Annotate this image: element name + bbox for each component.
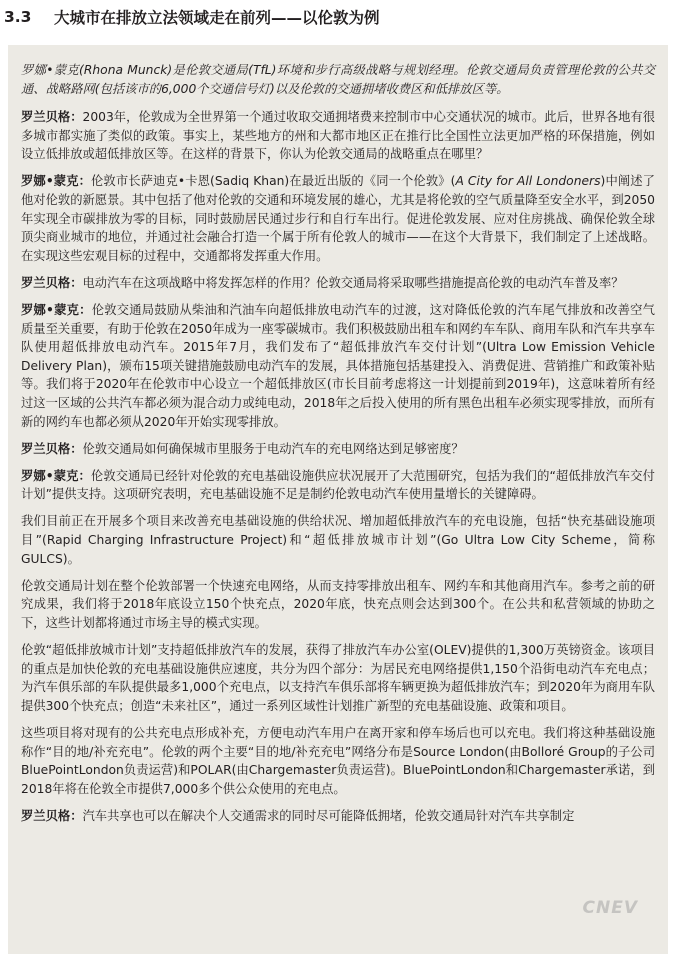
speaker-label: 罗娜•蒙克：: [21, 174, 92, 189]
section-number: 3.3: [4, 8, 32, 26]
paragraph-text: )中阐述了他对伦敦的新愿景。其中包括了他对伦敦的交通和环境发展的雄心，尤其是将伦敦的空气质量降至安全水平，到2050年实现全市碳排放为零的目标，同时鼓励居民通过步行和自行车出行。促进伦敦发展、应对住房挑战、确保伦敦全球顶尖商业城市的地位，并通过社会融合打造一个属于所有伦敦人的城市——在这个大背景下，我们制定了上述战略。在实现这些宏观目标的过程中，交通都将发挥重大作用。: [21, 174, 655, 263]
paragraph-text: 我们目前正在开展多个项目来改善充电基础设施的供给状况、增加超低排放汽车的充电设施，包括“快充基础设施项目”(Rapid Charging Infrastructure Project)和“超低排放城市计划”(Go Ultra Low City Scheme，简称GULCS)。: [21, 514, 655, 566]
paragraph: [21, 172, 655, 265]
paragraph-text: 伦敦交通局鼓励从柴油和汽油车向超低排放电动汽车的过渡，这对降低伦敦的汽车尾气排放和改善空气质量至关重要，有助于伦敦在2050年成为一座零碳城市。我们积极鼓励出租车和网约车车队、商用车队和汽车共享车队使用超低排放电动汽车。2015年7月，我们发布了“超低排放汽车交付计划”(Ultra Low Emission Vehicle Delivery Plan)，颁布15项关键措施鼓励电动汽车的发展，具体措施包括基建投入、消费促进、营销推广和政策补贴等。我们将于2020年在伦敦市中心设立一个超低排放区(市长目前考虑将这一计划提前到2019年)，这意味着所有经过这一区域的公共汽车都必须为混合动力或纯电动，2018年之后投入使用的所有黑色出租车必须实现零排放，而所有新的网约车也都必须从2020年开始实现零排放。: [21, 303, 655, 429]
paragraph: [21, 807, 655, 826]
speaker-label: 罗娜•蒙克：: [21, 303, 92, 318]
paragraph: [21, 274, 655, 293]
paragraph: [21, 512, 655, 568]
paragraph-text: 电动汽车在这项战略中将发挥怎样的作用？伦敦交通局将采取哪些措施提高伦敦的电动汽车普及率？: [82, 275, 624, 290]
paragraph: [21, 577, 655, 633]
section-title: 大城市在排放立法领域走在前列——以伦敦为例: [54, 9, 380, 27]
paragraph: [21, 467, 655, 504]
paragraph: [21, 440, 655, 459]
book-title-italic: A City for All Londoners: [455, 174, 601, 189]
paragraph: [21, 108, 655, 164]
speaker-label: 罗兰贝格：: [21, 110, 83, 125]
paragraph-text: 伦敦交通局计划在整个伦敦部署一个快速充电网络，从而支持零排放出租车、网约车和其他商用汽车。参考之前的研究成果，我们将于2018年底设立150个快充点，2020年底，快充点则会达到300个。在公共和私营领域的协助之下，这些计划都将通过市场主导的模式实现。: [21, 578, 655, 630]
paragraph-text: 这些项目将对现有的公共充电点形成补充，方便电动汽车用户在离开家和停车场后也可以充电。我们将这种基础设施称作“目的地/补充充电”。伦敦的两个主要“目的地/补充充电”网络分布是Source London(由Bolloré Group的子公司BluePointLondon负责运营)和POLAR(由Chargemaster负责运营)。BluePointLondon和Chargemaster承诺，到2018年将在伦敦全市提供7,000多个供公众使用的充电点。: [21, 725, 655, 796]
section-heading: [0, 0, 678, 34]
paragraph-text: 2003年，伦敦成为全世界第一个通过收取交通拥堵费来控制市中心交通状况的城市。此后，世界各地有很多城市都实施了类似的政策。事实上，某些地方的州和大都市地区正在推行比全国性立法更加严格的环保措施，例如设立低排放或超低排放区等。在这样的背景下，你认为伦敦交通局的战略重点在哪里？: [21, 110, 655, 162]
intro-paragraph: 罗娜•蒙克(Rhona Munck)是伦敦交通局(TfL)环境和步行高级战略与规划经理。伦敦交通局负责管理伦敦的公共交通、战略路网(包括该市的6,000个交通信号灯)以及伦敦的交通拥堵收费区和低排放区等。: [21, 63, 655, 96]
speaker-label: 罗娜•蒙克：: [21, 468, 91, 483]
paragraph: [21, 301, 655, 431]
paragraph-text: 汽车共享也可以在解决个人交通需求的同时尽可能降低拥堵，伦敦交通局针对汽车共享制定: [82, 808, 575, 823]
paragraph-text: 伦敦“超低排放城市计划”支持超低排放汽车的发展，获得了排放汽车办公室(OLEV)提供的1,300万英镑资金。该项目的重点是加快伦敦的充电基础设施供应速度，共分为四个部分：为居民充电网络提供1,150个沿街电动汽车充电点；为汽车俱乐部的车队提供最多1,000个充电点，以支持汽车俱乐部将车辆更换为超低排放汽车；到2020年为商用车队提供300个快充点；创造“未来社区”，通过一系列区域性计划推广新型的充电基础设施、政策和项目。: [21, 643, 655, 713]
interview-box: [8, 45, 668, 954]
paragraph: [21, 641, 655, 715]
paragraph-text: 伦敦市长萨迪克•卡恩(Sadiq Khan)在最近出版的《同一个伦敦》(: [91, 174, 456, 189]
paragraph-text: 伦敦交通局已经针对伦敦的充电基础设施供应状况展开了大范围研究，包括为我们的“超低排放汽车交付计划”提供支持。这项研究表明，充电基础设施不足是制约伦敦电动汽车使用量增长的关键障碍。: [21, 468, 655, 502]
watermark-logo: CNEV: [582, 898, 638, 918]
paragraph: [21, 724, 655, 798]
paragraph-text: 伦敦交通局如何确保城市里服务于电动汽车的充电网络达到足够密度？: [82, 441, 464, 456]
speaker-label: 罗兰贝格：: [21, 275, 83, 290]
speaker-label: 罗兰贝格：: [21, 441, 83, 456]
speaker-label: 罗兰贝格：: [21, 808, 83, 823]
